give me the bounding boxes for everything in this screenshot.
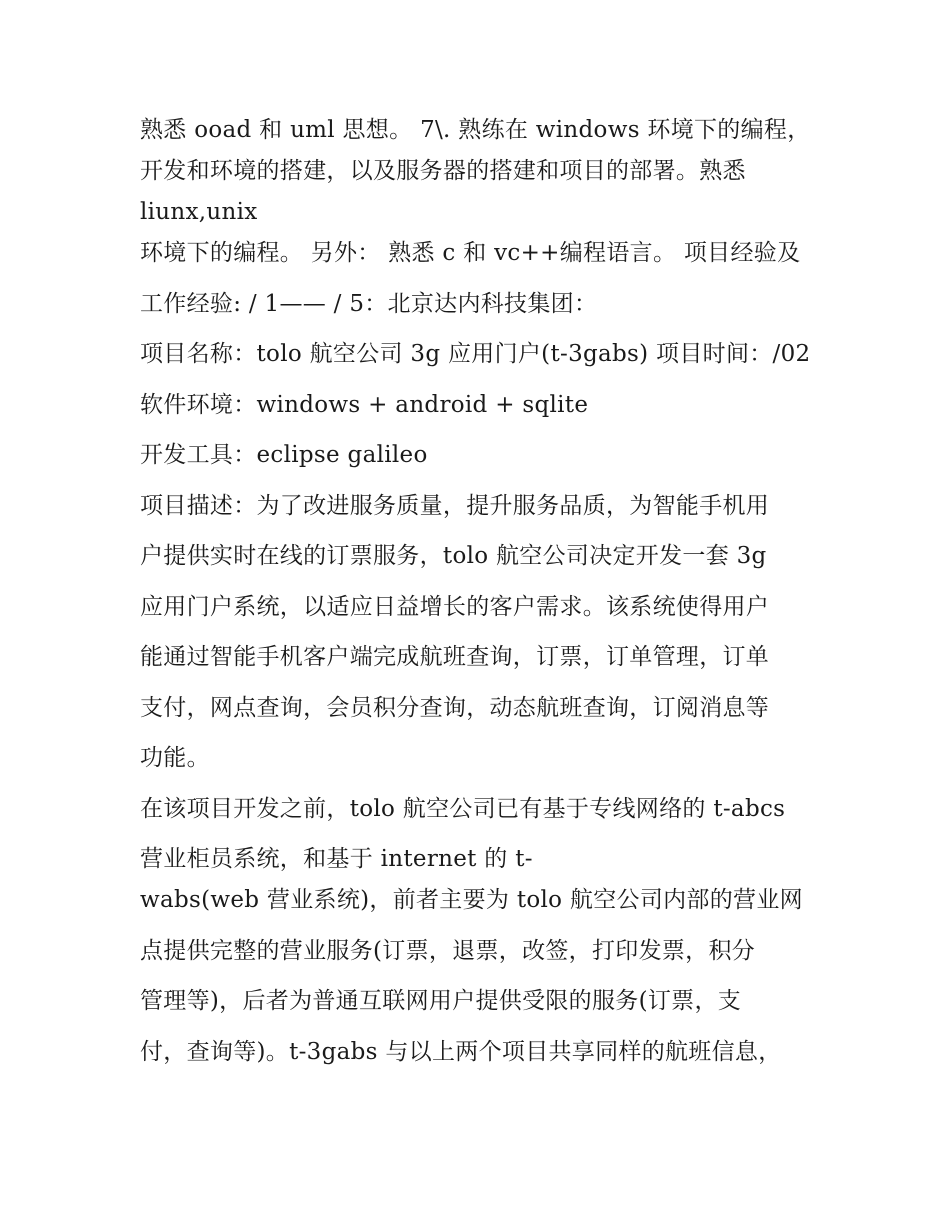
text-line-4: 环境下的编程。 另外： 熟悉 c 和 vc++编程语言。 项目经验及 xyxy=(140,240,801,266)
text-line-8: 开发工具：eclipse galileo xyxy=(140,442,428,468)
text-line-7: 软件环境：windows + android + sqlite xyxy=(140,391,589,418)
text-line-1: 熟悉 ooad 和 uml 思想。 7\. 熟练在 windows 环境下的编程， xyxy=(140,117,811,143)
text-line-6: 项目名称：tolo 航空公司 3g 应用门户(t-3gabs) 项目时间：/02 xyxy=(140,341,811,367)
text-line-15: 在该项目开发之前，tolo 航空公司已有基于专线网络的 t-abcs xyxy=(140,795,786,822)
text-line-2: 开发和环境的搭建，以及服务器的搭建和项目的部署。熟悉 xyxy=(140,158,746,184)
text-line-20: 付，查询等)。t-3gabs 与以上两个项目共享同样的航班信息， xyxy=(140,1038,782,1065)
text-line-14: 功能。 xyxy=(140,745,210,771)
text-line-19: 管理等)，后者为普通互联网用户提供受限的服务(订票，支 xyxy=(140,988,742,1014)
text-line-17: wabs(web 营业系统)，前者主要为 tolo 航空公司内部的营业网 xyxy=(140,887,803,913)
text-line-5: 工作经验: / 1—— / 5：北京达内科技集团： xyxy=(140,290,598,317)
text-line-10: 户提供实时在线的订票服务，tolo 航空公司决定开发一套 3g xyxy=(140,543,767,569)
text-line-13: 支付，网点查询，会员积分查询，动态航班查询，订阅消息等 xyxy=(140,694,770,721)
text-line-12: 能通过智能手机客户端完成航班查询，订票，订单管理，订单 xyxy=(140,644,770,670)
text-line-3: liunx,unix xyxy=(140,199,258,225)
text-line-9: 项目描述：为了改进服务质量，提升服务品质，为智能手机用 xyxy=(140,492,770,519)
document-body xyxy=(140,108,820,1080)
text-line-11: 应用门户系统，以适应日益增长的客户需求。该系统使得用户 xyxy=(140,593,770,620)
text-line-18: 点提供完整的营业服务(订票，退票，改签，打印发票，积分 xyxy=(140,937,756,964)
text-line-16: 营业柜员系统，和基于 internet 的 t- xyxy=(140,846,533,872)
